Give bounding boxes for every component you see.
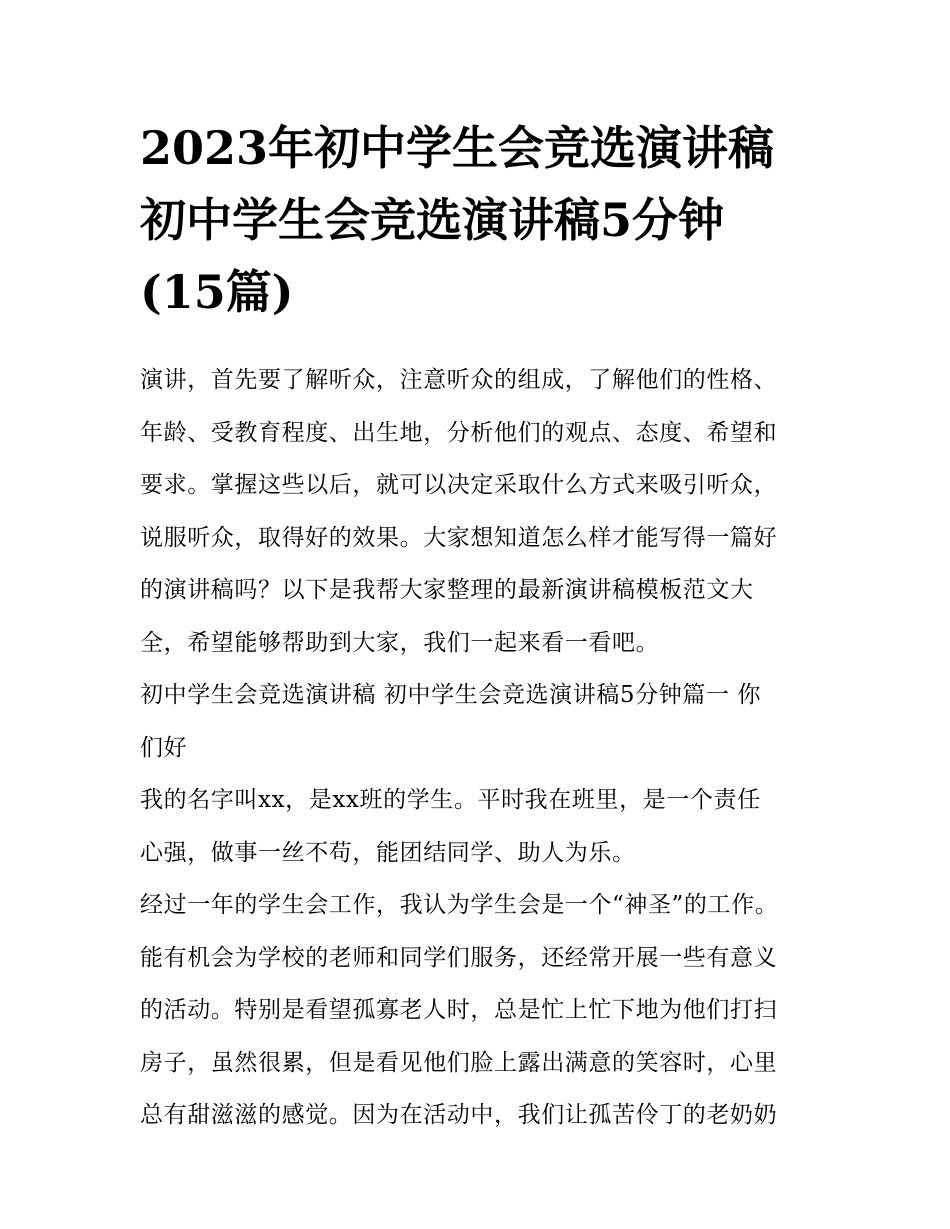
text-line: 要求。掌握这些以后，就可以决定采取什么方式来吸引听众， bbox=[140, 472, 778, 498]
text-line: 说服听众，取得好的效果。大家想知道怎么样才能写得一篇好 bbox=[140, 524, 778, 551]
text-line: 总有甜滋滋的感觉。因为在活动中，我们让孤苦伶丁的老奶奶 bbox=[140, 1102, 778, 1128]
text-line: 演讲，首先要了解听众，注意听众的组成，了解他们的性格、 bbox=[140, 367, 778, 393]
document-body bbox=[140, 354, 815, 1142]
title-line: (15篇) bbox=[140, 265, 294, 319]
title-line: 初中学生会竞选演讲稿5分钟 bbox=[140, 193, 725, 247]
document-title bbox=[140, 112, 820, 328]
experience-paragraph bbox=[140, 879, 815, 1142]
text-line: 房子，虽然很累，但是看见他们脸上露出满意的笑容时，心里 bbox=[140, 1049, 778, 1076]
text-line: 们好 bbox=[140, 734, 188, 761]
text-line: 的演讲稿吗？以下是我帮大家整理的最新演讲稿模板范文大 bbox=[140, 577, 754, 603]
text-line: 全，希望能够帮助到大家，我们一起来看一看吧。 bbox=[140, 629, 660, 656]
text-line: 经过一年的学生会工作，我认为学生会是一个“神圣”的工作。 bbox=[140, 892, 779, 918]
self-intro-paragraph bbox=[140, 774, 815, 879]
text-line: 年龄、受教育程度、出生地，分析他们的观点、态度、希望和 bbox=[140, 419, 778, 446]
section-heading-paragraph bbox=[140, 669, 815, 774]
text-line: 心强，做事一丝不苟，能团结同学、助人为乐。 bbox=[140, 839, 636, 866]
text-line: 能有机会为学校的老师和同学们服务，还经常开展一些有意义 bbox=[140, 944, 778, 971]
title-line: 2023年初中学生会竞选演讲稿 bbox=[140, 121, 775, 175]
text-line: 初中学生会竞选演讲稿 初中学生会竞选演讲稿5分钟篇一 你 bbox=[140, 682, 762, 708]
intro-paragraph bbox=[140, 354, 815, 669]
text-line: 我的名字叫xx，是xx班的学生。平时我在班里，是一个责任 bbox=[140, 787, 761, 813]
text-line: 的活动。特别是看望孤寡老人时，总是忙上忙下地为他们打扫 bbox=[140, 997, 778, 1023]
